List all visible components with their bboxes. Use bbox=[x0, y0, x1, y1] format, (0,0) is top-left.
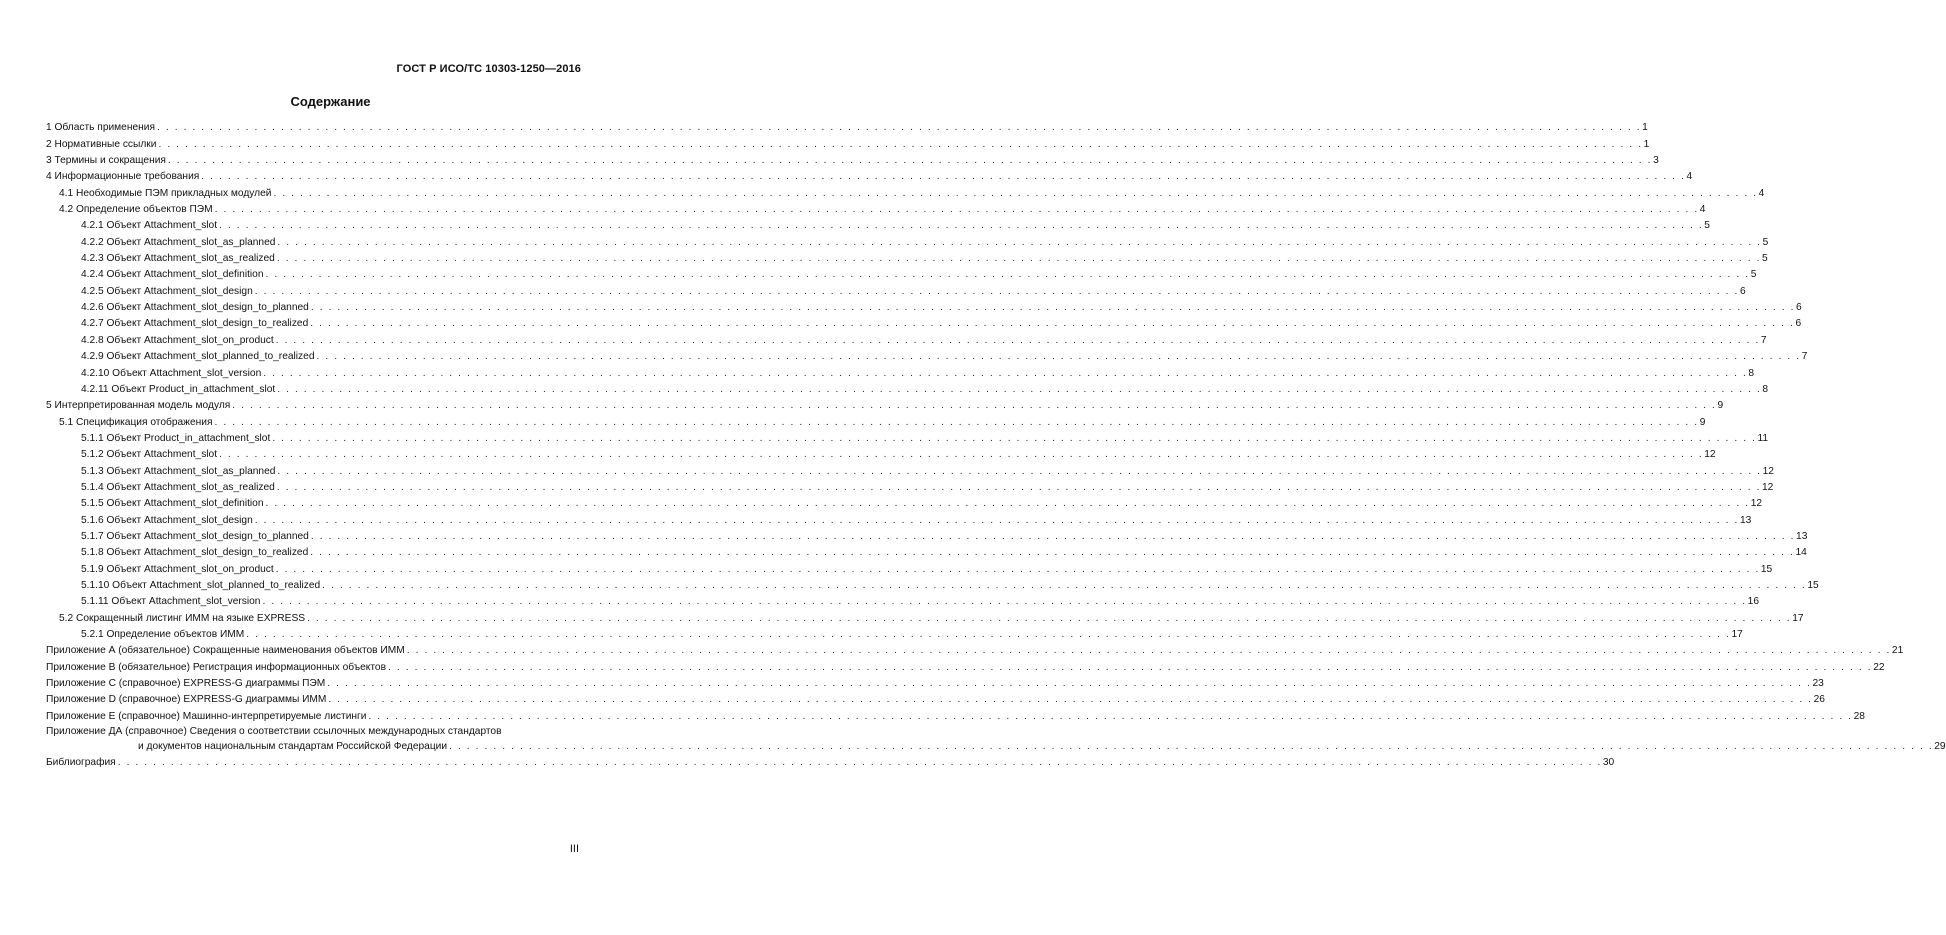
toc-entry-page: 13 bbox=[1739, 514, 1752, 526]
toc-entry[interactable] bbox=[46, 363, 1755, 379]
toc-entry[interactable] bbox=[46, 347, 1808, 363]
dot-leader bbox=[263, 368, 1747, 380]
toc-entry-title: 5.1.7 Объект Attachment_slot_design_to_planned bbox=[81, 530, 309, 542]
dot-leader bbox=[201, 171, 1685, 183]
toc-entry-title: 1 Область применения bbox=[46, 122, 155, 134]
toc-entry-page: 1 bbox=[1643, 138, 1650, 150]
dot-leader bbox=[277, 384, 1761, 396]
toc-entry[interactable] bbox=[46, 723, 1946, 753]
toc-entry-title: 4.2.10 Объект Attachment_slot_version bbox=[81, 367, 262, 379]
dot-leader bbox=[449, 741, 1933, 753]
dot-leader bbox=[277, 482, 1761, 494]
toc-entry-title: 4.2.11 Объект Product_in_attachment_slot bbox=[81, 383, 276, 395]
toc-entry-page: 8 bbox=[1762, 383, 1769, 395]
dot-leader bbox=[407, 645, 1891, 657]
dot-leader bbox=[277, 237, 1761, 249]
dot-leader bbox=[311, 302, 1795, 314]
dot-leader bbox=[277, 466, 1761, 478]
toc-entry[interactable] bbox=[46, 674, 1824, 690]
toc-entry-title: Приложение Е (справочное) Машинно-интерпретируемые листинги bbox=[46, 710, 367, 722]
toc-entry-page: 12 bbox=[1750, 498, 1763, 510]
toc-entry-title: 4.2.5 Объект Attachment_slot_design bbox=[81, 285, 253, 297]
toc-entry[interactable] bbox=[46, 429, 1769, 445]
toc-entry-page: 26 bbox=[1813, 694, 1825, 706]
toc-entry-page: 9 bbox=[1717, 400, 1724, 412]
dot-leader bbox=[327, 678, 1811, 690]
toc-entry[interactable] bbox=[46, 543, 1807, 559]
toc-entry[interactable] bbox=[46, 151, 1659, 167]
toc-entry[interactable] bbox=[46, 690, 1825, 706]
toc-entry-title: 5.1.2 Объект Attachment_slot bbox=[81, 449, 218, 461]
dot-leader bbox=[276, 335, 1760, 347]
toc-entry[interactable] bbox=[46, 608, 1804, 624]
dot-leader bbox=[317, 351, 1801, 363]
dot-leader bbox=[322, 580, 1806, 592]
toc-entry[interactable] bbox=[46, 134, 1650, 150]
toc-entry[interactable] bbox=[46, 281, 1746, 297]
dot-leader bbox=[310, 318, 1794, 330]
toc-entry[interactable] bbox=[46, 216, 1710, 232]
toc-entry-page: 29 bbox=[1934, 740, 1946, 752]
toc-entry-page: 12 bbox=[1762, 481, 1774, 493]
dot-leader bbox=[277, 253, 1761, 265]
toc-entry-page: 5 bbox=[1750, 269, 1757, 281]
toc-entry-page: 16 bbox=[1747, 596, 1760, 608]
toc-entry[interactable] bbox=[46, 576, 1819, 592]
toc-entry-title: 2 Нормативные ссылки bbox=[46, 138, 157, 150]
toc-entry-title: 5.1.5 Объект Attachment_slot_definition bbox=[81, 498, 264, 510]
toc-entry-title: 5.1 Спецификация отображения bbox=[59, 416, 213, 428]
toc-entry-title: 5.1.6 Объект Attachment_slot_design bbox=[81, 514, 253, 526]
dot-leader bbox=[368, 711, 1852, 723]
toc-entry-title: 4.2.6 Объект Attachment_slot_design_to_planned bbox=[81, 302, 309, 314]
toc-entry-page: 5 bbox=[1762, 236, 1769, 248]
toc-entry-page: 9 bbox=[1699, 416, 1706, 428]
toc-entry-page: 6 bbox=[1796, 302, 1802, 314]
toc-entry[interactable] bbox=[46, 527, 1808, 543]
page-number: III bbox=[569, 843, 579, 855]
toc-entry[interactable] bbox=[46, 494, 1763, 510]
toc-entry-page: 11 bbox=[1757, 432, 1769, 444]
toc-entry[interactable] bbox=[46, 445, 1716, 461]
toc-entry-title: Приложение С (справочное) EXPRESS-G диаграммы ПЭМ bbox=[46, 678, 326, 690]
toc-entry-title: 4.2.4 Объект Attachment_slot_definition bbox=[81, 269, 264, 281]
toc-entry-title: Приложение В (обязательное) Регистрация информационных объектов bbox=[46, 661, 386, 673]
toc-entry-page: 5 bbox=[1762, 253, 1768, 265]
toc-entry-page: 22 bbox=[1873, 661, 1885, 673]
dot-leader bbox=[255, 515, 1739, 527]
toc-entry[interactable] bbox=[46, 559, 1773, 575]
toc-entry-title: 5.1.1 Объект Product_in_attachment_slot bbox=[81, 432, 271, 444]
toc-entry-page: 23 bbox=[1812, 678, 1824, 690]
toc-entry-page: 21 bbox=[1891, 645, 1904, 657]
toc-entry-title: 4.2.2 Объект Attachment_slot_as_planned bbox=[81, 236, 276, 248]
dot-leader bbox=[158, 139, 1642, 151]
toc-entry-page: 12 bbox=[1704, 449, 1716, 461]
dot-leader bbox=[276, 564, 1760, 576]
toc-entry[interactable] bbox=[46, 412, 1706, 428]
toc-entry-page: 28 bbox=[1853, 710, 1865, 722]
toc-entry-page: 17 bbox=[1792, 612, 1804, 624]
toc-entry-page: 6 bbox=[1739, 285, 1746, 297]
dot-leader bbox=[219, 449, 1703, 461]
toc-entry-title: 4 Информационные требования bbox=[46, 171, 200, 183]
toc-entry-page: 14 bbox=[1795, 547, 1807, 559]
toc-entry[interactable] bbox=[46, 167, 1693, 183]
dot-leader bbox=[232, 400, 1716, 412]
toc-entry[interactable] bbox=[46, 396, 1724, 412]
toc-entry-page: 5 bbox=[1704, 220, 1710, 232]
toc-entry-title: Приложение ДА (справочное) Сведения о соответствии ссылочных международных стандартов bbox=[46, 725, 502, 737]
toc-entry[interactable] bbox=[46, 118, 1648, 134]
toc-entry-title: 4.2.3 Объект Attachment_slot_as_realized bbox=[81, 253, 275, 265]
toc-entry-title: 4.2.8 Объект Attachment_slot_on_product bbox=[81, 334, 274, 346]
dot-leader bbox=[310, 547, 1794, 559]
toc-entry-title: 5.2.1 Определение объектов ИММ bbox=[81, 629, 245, 640]
toc-entry[interactable] bbox=[46, 510, 1752, 526]
dot-leader bbox=[219, 220, 1703, 232]
toc-entry[interactable] bbox=[46, 753, 1615, 769]
dot-leader bbox=[255, 286, 1739, 298]
toc-entry[interactable] bbox=[46, 380, 1769, 396]
toc-entry[interactable] bbox=[46, 657, 1885, 673]
toc-entry-page: 15 bbox=[1760, 563, 1773, 575]
dot-leader bbox=[215, 417, 1699, 429]
toc-entry-page: 7 bbox=[1760, 334, 1767, 346]
page-title: Содержание bbox=[290, 94, 371, 109]
toc-entry-page: 4 bbox=[1699, 204, 1706, 216]
toc-entry[interactable] bbox=[46, 183, 1765, 199]
toc-entry-title: 5.1.11 Объект Attachment_slot_version bbox=[81, 596, 261, 608]
toc-entry-title: 5.1.3 Объект Attachment_slot_as_planned bbox=[81, 465, 276, 477]
toc-entry-title: 5.1.10 Объект Attachment_slot_planned_to_realized bbox=[81, 579, 321, 591]
toc-entry[interactable] bbox=[46, 232, 1769, 248]
toc-entry[interactable] bbox=[46, 592, 1760, 608]
dot-leader bbox=[272, 433, 1756, 445]
toc-entry-title-continued: и документов национальным стандартам Российской Федерации bbox=[138, 740, 448, 752]
dot-leader bbox=[273, 188, 1757, 200]
toc-entry[interactable] bbox=[46, 298, 1802, 314]
dot-leader bbox=[215, 204, 1699, 216]
toc-entry-page: 4 bbox=[1758, 187, 1765, 199]
toc-entry-title: 4.2.9 Объект Attachment_slot_planned_to_realized bbox=[81, 351, 315, 363]
document-id: ГОСТ Р ИСО/ТС 10303-1250—2016 bbox=[396, 63, 581, 75]
dot-leader bbox=[262, 596, 1746, 608]
toc-entry-title: 4.2.7 Объект Attachment_slot_design_to_realized bbox=[81, 318, 309, 330]
toc-entry[interactable] bbox=[46, 641, 1904, 657]
toc-entry-page: 3 bbox=[1653, 155, 1659, 167]
toc-entry-title: Библиография bbox=[46, 757, 116, 769]
toc-entry-page: 30 bbox=[1602, 757, 1615, 769]
toc-entry[interactable] bbox=[46, 478, 1774, 494]
toc-entry[interactable] bbox=[46, 314, 1802, 330]
dot-leader bbox=[388, 662, 1872, 674]
toc-entry-title: 3 Термины и сокращения bbox=[46, 155, 166, 167]
toc-entry-page: 17 bbox=[1731, 629, 1743, 640]
toc-entry-page: 8 bbox=[1748, 367, 1755, 379]
toc-entry-title: 4.1 Необходимые ПЭМ прикладных модулей bbox=[59, 187, 272, 199]
toc-entry[interactable] bbox=[46, 461, 1774, 477]
toc-entry[interactable] bbox=[46, 249, 1768, 265]
toc-entry-page: 4 bbox=[1686, 171, 1693, 183]
toc-entry-title: 4.2 Определение объектов ПЭМ bbox=[59, 204, 213, 216]
dot-leader bbox=[246, 629, 1730, 641]
toc-entry-page: 15 bbox=[1807, 579, 1819, 591]
toc-entry-title: 5.1.4 Объект Attachment_slot_as_realized bbox=[81, 481, 275, 493]
dot-leader bbox=[311, 531, 1795, 543]
toc-entry-page: 12 bbox=[1762, 465, 1774, 477]
dot-leader bbox=[266, 498, 1750, 510]
dot-leader bbox=[168, 155, 1652, 167]
dot-leader bbox=[307, 613, 1791, 625]
toc-entry[interactable] bbox=[46, 625, 1743, 641]
toc-entry-page: 7 bbox=[1801, 351, 1808, 363]
dot-leader bbox=[118, 757, 1602, 769]
toc-entry[interactable] bbox=[46, 706, 1865, 722]
dot-leader bbox=[266, 269, 1750, 281]
toc-entry[interactable] bbox=[46, 200, 1706, 216]
toc-entry-title: 5.1.8 Объект Attachment_slot_design_to_realized bbox=[81, 547, 309, 559]
dot-leader bbox=[157, 122, 1641, 134]
toc-entry-title: Приложение D (справочное) EXPRESS-G диаграммы ИММ bbox=[46, 694, 327, 706]
toc-entry-page: 13 bbox=[1796, 530, 1808, 542]
toc-entry[interactable] bbox=[46, 330, 1767, 346]
toc-entry-page: 1 bbox=[1642, 122, 1648, 134]
toc-entry-title: 4.2.1 Объект Attachment_slot bbox=[81, 220, 218, 232]
toc-entry-title: 5.2 Сокращенный листинг ИММ на языке EXPRESS bbox=[59, 612, 306, 624]
toc-entry[interactable] bbox=[46, 265, 1757, 281]
table-of-contents bbox=[46, 118, 1946, 769]
toc-entry-title: Приложение А (обязательное) Сокращенные наименования объектов ИММ bbox=[46, 645, 405, 657]
dot-leader bbox=[328, 694, 1812, 706]
toc-entry-title: 5 Интерпретированная модель модуля bbox=[46, 400, 231, 412]
toc-entry-page: 6 bbox=[1795, 318, 1802, 330]
toc-entry-title: 5.1.9 Объект Attachment_slot_on_product bbox=[81, 563, 274, 575]
